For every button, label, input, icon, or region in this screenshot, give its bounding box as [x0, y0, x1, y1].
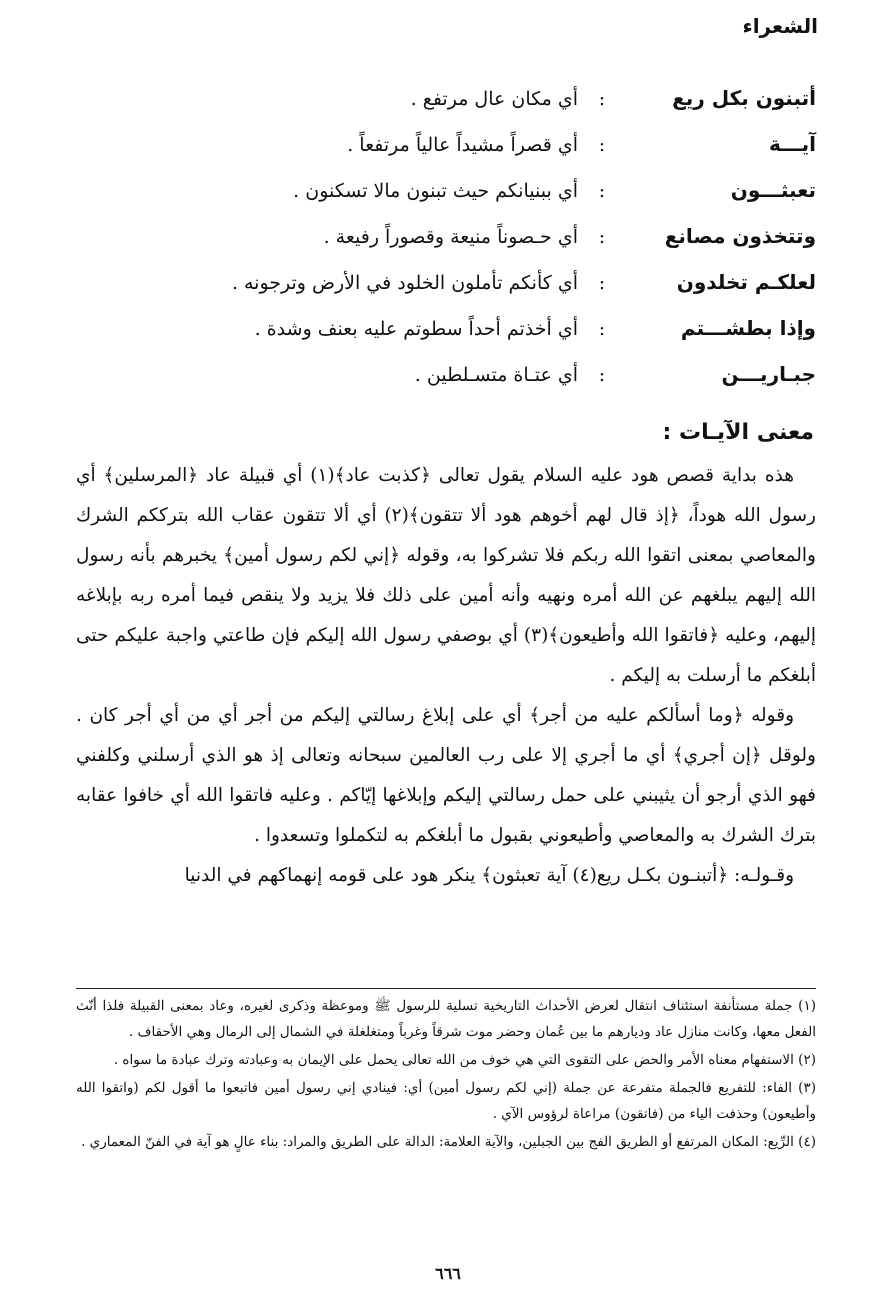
glossary-definition: أي قصراً مشيداً عالياً مرتفعاً . [347, 134, 578, 156]
glossary-definition: أي ببنيانكم حيث تبنون مالا تسكنون . [293, 180, 578, 202]
glossary-definition: أي كأنكم تأملون الخلود في الأرض وترجونه . [231, 272, 578, 294]
glossary-separator: : [598, 180, 606, 202]
vocabulary-glossary [76, 86, 816, 408]
glossary-term: آيـــة [768, 132, 816, 156]
glossary-term: جبـاريـــن [721, 362, 816, 386]
section-heading: معنى الآيـات : [662, 420, 814, 445]
footnote: (٣) الفاء: للتفريع فالجملة متفرعة عن جملة (إني لكم رسول أمين) أي: فينادي إني رسول أمين فاتبعوا ما أقول لكم (واتقوا الله وأطيعون) وحذفت الياء من (فاتقون) مراعاة لرؤوس الآي . [76, 1080, 816, 1122]
glossary-definition: أي مكان عال مرتفع . [410, 88, 578, 110]
glossary-definition: أي عتـاة متسـلطين . [414, 364, 578, 386]
commentary-body [76, 456, 816, 896]
glossary-row [76, 362, 816, 408]
glossary-separator: : [598, 134, 606, 156]
glossary-row [76, 270, 816, 316]
surah-header: الشعراء [742, 14, 818, 38]
glossary-term: وتتخذون مصانع [664, 224, 816, 248]
body-paragraph: هذه بداية قصص هود عليه السلام يقول تعالى ﴿كذبت عاد﴾(١) أي قبيلة عاد ﴿المرسلين﴾ أي رسول الله هوداً، ﴿إذ قال لهم أخوهم هود ألا تتقون﴾(٢) أي ألا تتقون عقاب الله بترككم الشرك والمعاصي بمعنى اتقوا الله ربكم فلا تشركوا به، وقوله ﴿إني لكم رسول أمين﴾ يخبرهم بأنه رسول الله إليهم يبلغهم عن الله أمره ونهيه وأنه أمين على ذلك فلا يزيد ولا ينقص فيما أمره ربه بإبلاغه إليهم، وعليه ﴿فاتقوا الله وأطيعون﴾(٣) أي بوصفي رسول الله إليكم فإن طاعتي واجبة عليكم حتى أبلغكم ما أرسلت به إليكم . [76, 465, 817, 686]
glossary-separator: : [598, 364, 606, 386]
glossary-definition: أي حـصوناً منيعة وقصوراً رفيعة . [323, 226, 578, 248]
glossary-row [76, 86, 816, 132]
page-number: ٦٦٦ [435, 1264, 461, 1283]
glossary-separator: : [598, 226, 606, 248]
glossary-row [76, 316, 816, 362]
glossary-separator: : [598, 272, 606, 294]
body-paragraph: وقوله ﴿وما أسألكم عليه من أجر﴾ أي على إبلاغ رسالتي إليكم من أجر أي من أي أجر كان . ولوقل ﴿إن أجري﴾ أي ما أجري إلا على رب العالمين سبحانه وتعالى إذ هو الذي أرسلني وكلفني فهو الذي أرجو أن يثيبني على حمل رسالتي إليكم وإبلاغها إيّاكم . وعليه فاتقوا الله أي خافوا عقابه بترك الشرك به والمعاصي وأطيعوني بقبول ما أبلغكم به لتكملوا وتسعدوا . [76, 705, 816, 846]
footnote: (٤) الرِّيع: المكان المرتفع أو الطريق الفج بين الجبلين، والآية العلامة: الدالة على الطريق والمراد: بناء عالٍ هو آية في الفنّ المعماري . [81, 1134, 816, 1150]
glossary-row [76, 224, 816, 270]
glossary-definition: أي أخذتم أحداً سطوتم عليه بعنف وشدة . [254, 318, 578, 340]
glossary-row [76, 132, 816, 178]
glossary-separator: : [598, 88, 606, 110]
glossary-term: لعلكـم تخلدون [676, 270, 816, 294]
footnote: (١) جملة مستأنفة استئناف انتقال لعرض الأحداث التاريخية تسلية للرسول ﷺ وموعظة وذكرى لغيره، وعاد بمعنى القبيلة فلذا أنّث الفعل معها، وكانت منازل عاد وديارهم ما بين عُمان وحضر موت شرقاً وغرباً ومتغلغلة في الشمال إلى الرمال وهي الأحقاف . [76, 998, 816, 1040]
footnote-divider [76, 988, 816, 989]
glossary-row [76, 178, 816, 224]
body-paragraph: وقـولـه: ﴿أتبنـون بكـل ريع(٤) آية تعبثون﴾ ينكر هود على قومه إنهماكهم في الدنيا [184, 865, 794, 886]
footnotes [76, 993, 816, 1157]
footnote: (٢) الاستفهام معناه الأمر والحض على التقوى التي هي خوف من الله تعالى يحمل على الإيمان به وعبادته وترك عبادة ما سواه . [113, 1052, 816, 1068]
glossary-term: وإذا بطشـــتم [680, 316, 816, 340]
glossary-separator: : [598, 318, 606, 340]
glossary-term: أتبنون بكل ريع [672, 86, 816, 110]
glossary-term: تعبثـــون [730, 178, 816, 202]
